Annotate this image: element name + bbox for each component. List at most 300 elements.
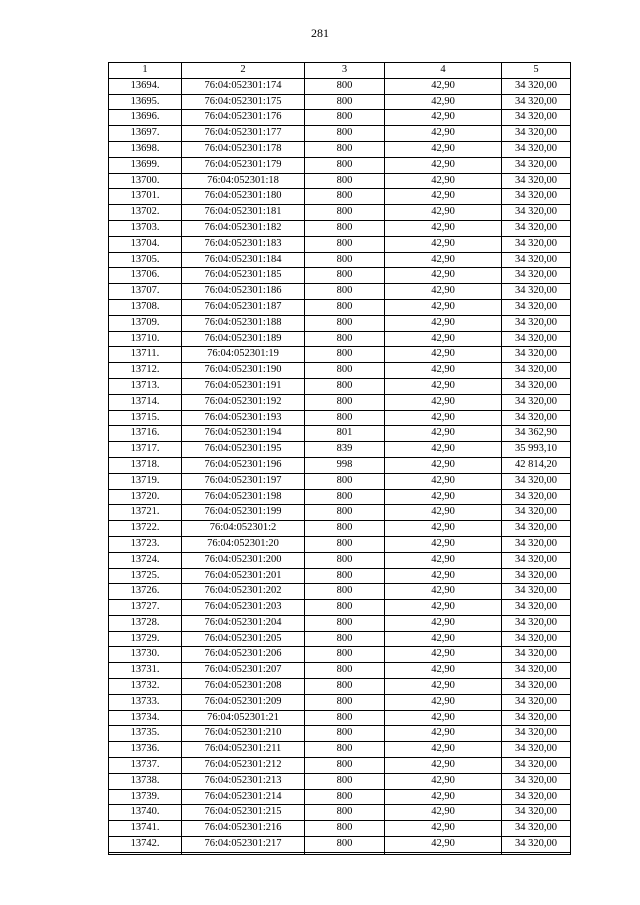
area-cell: 800 <box>305 299 385 315</box>
cadastral-number-cell: 76:04:052301:194 <box>182 426 305 442</box>
rate-cell: 42,90 <box>385 394 502 410</box>
cadastral-number-cell: 76:04:052301:208 <box>182 679 305 695</box>
rate-cell: 42,90 <box>385 821 502 837</box>
registry-table <box>108 62 571 855</box>
cadastral-number-cell: 76:04:052301:199 <box>182 505 305 521</box>
table-body <box>109 78 571 854</box>
cadastral-number-cell: 76:04:052301:196 <box>182 457 305 473</box>
area-cell: 800 <box>305 694 385 710</box>
rate-cell: 42,90 <box>385 679 502 695</box>
cadastral-number-cell: 76:04:052301:180 <box>182 189 305 205</box>
spacer-cell <box>182 852 305 854</box>
cadastral-number-cell: 76:04:052301:2 <box>182 521 305 537</box>
cadastral-number-cell: 76:04:052301:210 <box>182 726 305 742</box>
table-row <box>109 268 571 284</box>
value-cell: 34 320,00 <box>502 821 571 837</box>
rate-cell: 42,90 <box>385 378 502 394</box>
rate-cell: 42,90 <box>385 331 502 347</box>
cadastral-number-cell: 76:04:052301:206 <box>182 647 305 663</box>
value-cell: 34 320,00 <box>502 647 571 663</box>
area-cell: 800 <box>305 536 385 552</box>
cadastral-number-cell: 76:04:052301:184 <box>182 252 305 268</box>
cadastral-number-cell: 76:04:052301:174 <box>182 78 305 94</box>
value-cell: 34 320,00 <box>502 268 571 284</box>
table-row <box>109 584 571 600</box>
table-row <box>109 363 571 379</box>
area-cell: 800 <box>305 252 385 268</box>
area-cell: 800 <box>305 78 385 94</box>
cadastral-number-cell: 76:04:052301:207 <box>182 663 305 679</box>
value-cell: 34 320,00 <box>502 347 571 363</box>
area-cell: 800 <box>305 521 385 537</box>
rate-cell: 42,90 <box>385 157 502 173</box>
table-row <box>109 347 571 363</box>
cadastral-number-cell: 76:04:052301:195 <box>182 442 305 458</box>
value-cell: 34 320,00 <box>502 252 571 268</box>
row-number-cell: 13726. <box>109 584 182 600</box>
area-cell: 800 <box>305 631 385 647</box>
cadastral-number-cell: 76:04:052301:178 <box>182 141 305 157</box>
rate-cell: 42,90 <box>385 141 502 157</box>
table-row <box>109 426 571 442</box>
area-cell: 800 <box>305 647 385 663</box>
row-number-cell: 13703. <box>109 220 182 236</box>
table-row <box>109 694 571 710</box>
header-row <box>109 63 571 79</box>
table-row <box>109 236 571 252</box>
table-row <box>109 220 571 236</box>
area-cell: 800 <box>305 110 385 126</box>
row-number-cell: 13705. <box>109 252 182 268</box>
value-cell: 34 320,00 <box>502 110 571 126</box>
table-row <box>109 742 571 758</box>
row-number-cell: 13697. <box>109 126 182 142</box>
cadastral-number-cell: 76:04:052301:188 <box>182 315 305 331</box>
cadastral-number-cell: 76:04:052301:203 <box>182 600 305 616</box>
row-number-cell: 13731. <box>109 663 182 679</box>
cadastral-number-cell: 76:04:052301:175 <box>182 94 305 110</box>
rate-cell: 42,90 <box>385 410 502 426</box>
row-number-cell: 13706. <box>109 268 182 284</box>
row-number-cell: 13717. <box>109 442 182 458</box>
area-cell: 800 <box>305 173 385 189</box>
value-cell: 34 320,00 <box>502 205 571 221</box>
table-row <box>109 663 571 679</box>
row-number-cell: 13712. <box>109 363 182 379</box>
cadastral-number-cell: 76:04:052301:190 <box>182 363 305 379</box>
row-number-cell: 13716. <box>109 426 182 442</box>
value-cell: 34 362,90 <box>502 426 571 442</box>
row-number-cell: 13710. <box>109 331 182 347</box>
area-cell: 800 <box>305 363 385 379</box>
row-number-cell: 13721. <box>109 505 182 521</box>
spacer-cell <box>109 852 182 854</box>
area-cell: 800 <box>305 94 385 110</box>
table-row <box>109 173 571 189</box>
row-number-cell: 13740. <box>109 805 182 821</box>
area-cell: 800 <box>305 141 385 157</box>
rate-cell: 42,90 <box>385 442 502 458</box>
area-cell: 801 <box>305 426 385 442</box>
value-cell: 34 320,00 <box>502 220 571 236</box>
value-cell: 34 320,00 <box>502 758 571 774</box>
value-cell: 34 320,00 <box>502 299 571 315</box>
spacer-cell <box>305 852 385 854</box>
rate-cell: 42,90 <box>385 189 502 205</box>
area-cell: 800 <box>305 742 385 758</box>
rate-cell: 42,90 <box>385 631 502 647</box>
cadastral-number-cell: 76:04:052301:191 <box>182 378 305 394</box>
cadastral-number-cell: 76:04:052301:186 <box>182 284 305 300</box>
cadastral-number-cell: 76:04:052301:213 <box>182 773 305 789</box>
area-cell: 800 <box>305 473 385 489</box>
row-number-cell: 13734. <box>109 710 182 726</box>
value-cell: 34 320,00 <box>502 78 571 94</box>
row-number-cell: 13719. <box>109 473 182 489</box>
rate-cell: 42,90 <box>385 647 502 663</box>
cadastral-number-cell: 76:04:052301:185 <box>182 268 305 284</box>
rate-cell: 42,90 <box>385 805 502 821</box>
rate-cell: 42,90 <box>385 600 502 616</box>
rate-cell: 42,90 <box>385 236 502 252</box>
area-cell: 800 <box>305 758 385 774</box>
area-cell: 800 <box>305 378 385 394</box>
rate-cell: 42,90 <box>385 126 502 142</box>
value-cell: 34 320,00 <box>502 837 571 853</box>
area-cell: 800 <box>305 315 385 331</box>
rate-cell: 42,90 <box>385 94 502 110</box>
table-row <box>109 521 571 537</box>
area-cell: 800 <box>305 268 385 284</box>
row-number-cell: 13694. <box>109 78 182 94</box>
cadastral-number-cell: 76:04:052301:212 <box>182 758 305 774</box>
row-number-cell: 13704. <box>109 236 182 252</box>
value-cell: 34 320,00 <box>502 284 571 300</box>
row-number-cell: 13723. <box>109 536 182 552</box>
row-number-cell: 13707. <box>109 284 182 300</box>
value-cell: 34 320,00 <box>502 363 571 379</box>
table-row <box>109 110 571 126</box>
spacer-cell <box>385 852 502 854</box>
area-cell: 800 <box>305 805 385 821</box>
value-cell: 34 320,00 <box>502 615 571 631</box>
cadastral-number-cell: 76:04:052301:215 <box>182 805 305 821</box>
rate-cell: 42,90 <box>385 473 502 489</box>
rate-cell: 42,90 <box>385 584 502 600</box>
row-number-cell: 13729. <box>109 631 182 647</box>
row-number-cell: 13714. <box>109 394 182 410</box>
rate-cell: 42,90 <box>385 694 502 710</box>
value-cell: 34 320,00 <box>502 505 571 521</box>
value-cell: 34 320,00 <box>502 521 571 537</box>
row-number-cell: 13701. <box>109 189 182 205</box>
area-cell: 800 <box>305 552 385 568</box>
row-number-cell: 13735. <box>109 726 182 742</box>
value-cell: 34 320,00 <box>502 126 571 142</box>
column-header-2: 2 <box>182 63 305 79</box>
row-number-cell: 13699. <box>109 157 182 173</box>
value-cell: 34 320,00 <box>502 742 571 758</box>
cadastral-number-cell: 76:04:052301:198 <box>182 489 305 505</box>
table-row <box>109 805 571 821</box>
table-row <box>109 457 571 473</box>
rate-cell: 42,90 <box>385 268 502 284</box>
area-cell: 800 <box>305 236 385 252</box>
area-cell: 800 <box>305 710 385 726</box>
cadastral-number-cell: 76:04:052301:202 <box>182 584 305 600</box>
cadastral-number-cell: 76:04:052301:192 <box>182 394 305 410</box>
area-cell: 800 <box>305 347 385 363</box>
rate-cell: 42,90 <box>385 110 502 126</box>
value-cell: 34 320,00 <box>502 315 571 331</box>
row-number-cell: 13724. <box>109 552 182 568</box>
value-cell: 34 320,00 <box>502 410 571 426</box>
table-row <box>109 726 571 742</box>
table-row <box>109 773 571 789</box>
value-cell: 34 320,00 <box>502 378 571 394</box>
cadastral-number-cell: 76:04:052301:18 <box>182 173 305 189</box>
cadastral-number-cell: 76:04:052301:197 <box>182 473 305 489</box>
table-row <box>109 473 571 489</box>
cadastral-number-cell: 76:04:052301:177 <box>182 126 305 142</box>
row-number-cell: 13718. <box>109 457 182 473</box>
row-number-cell: 13738. <box>109 773 182 789</box>
value-cell: 34 320,00 <box>502 236 571 252</box>
table-row <box>109 552 571 568</box>
rate-cell: 42,90 <box>385 173 502 189</box>
area-cell: 800 <box>305 773 385 789</box>
table-row <box>109 631 571 647</box>
cadastral-number-cell: 76:04:052301:187 <box>182 299 305 315</box>
column-header-5: 5 <box>502 63 571 79</box>
value-cell: 34 320,00 <box>502 536 571 552</box>
value-cell: 34 320,00 <box>502 584 571 600</box>
value-cell: 34 320,00 <box>502 679 571 695</box>
table-row <box>109 252 571 268</box>
value-cell: 34 320,00 <box>502 663 571 679</box>
value-cell: 34 320,00 <box>502 600 571 616</box>
value-cell: 34 320,00 <box>502 473 571 489</box>
table-row <box>109 141 571 157</box>
value-cell: 34 320,00 <box>502 773 571 789</box>
row-number-cell: 13741. <box>109 821 182 837</box>
rate-cell: 42,90 <box>385 663 502 679</box>
row-number-cell: 13739. <box>109 789 182 805</box>
table-row <box>109 126 571 142</box>
cadastral-number-cell: 76:04:052301:181 <box>182 205 305 221</box>
rate-cell: 42,90 <box>385 299 502 315</box>
area-cell: 800 <box>305 837 385 853</box>
rate-cell: 42,90 <box>385 789 502 805</box>
area-cell: 800 <box>305 284 385 300</box>
cadastral-number-cell: 76:04:052301:201 <box>182 568 305 584</box>
area-cell: 800 <box>305 615 385 631</box>
value-cell: 42 814,20 <box>502 457 571 473</box>
cadastral-number-cell: 76:04:052301:21 <box>182 710 305 726</box>
area-cell: 998 <box>305 457 385 473</box>
area-cell: 800 <box>305 489 385 505</box>
row-number-cell: 13708. <box>109 299 182 315</box>
rate-cell: 42,90 <box>385 773 502 789</box>
row-number-cell: 13725. <box>109 568 182 584</box>
value-cell: 34 320,00 <box>502 631 571 647</box>
area-cell: 800 <box>305 505 385 521</box>
value-cell: 34 320,00 <box>502 331 571 347</box>
cadastral-number-cell: 76:04:052301:217 <box>182 837 305 853</box>
column-header-3: 3 <box>305 63 385 79</box>
row-number-cell: 13732. <box>109 679 182 695</box>
rate-cell: 42,90 <box>385 347 502 363</box>
table-row <box>109 821 571 837</box>
cadastral-number-cell: 76:04:052301:19 <box>182 347 305 363</box>
table-header <box>109 63 571 79</box>
spacer-cell <box>502 852 571 854</box>
table-row <box>109 78 571 94</box>
row-number-cell: 13698. <box>109 141 182 157</box>
value-cell: 34 320,00 <box>502 173 571 189</box>
rate-cell: 42,90 <box>385 742 502 758</box>
table-row <box>109 758 571 774</box>
area-cell: 800 <box>305 726 385 742</box>
value-cell: 34 320,00 <box>502 694 571 710</box>
value-cell: 34 320,00 <box>502 157 571 173</box>
rate-cell: 42,90 <box>385 505 502 521</box>
area-cell: 800 <box>305 679 385 695</box>
rate-cell: 42,90 <box>385 220 502 236</box>
area-cell: 800 <box>305 789 385 805</box>
value-cell: 34 320,00 <box>502 805 571 821</box>
table-row <box>109 442 571 458</box>
area-cell: 800 <box>305 157 385 173</box>
rate-cell: 42,90 <box>385 726 502 742</box>
value-cell: 34 320,00 <box>502 552 571 568</box>
table-row <box>109 94 571 110</box>
row-number-cell: 13696. <box>109 110 182 126</box>
row-number-cell: 13736. <box>109 742 182 758</box>
row-number-cell: 13700. <box>109 173 182 189</box>
row-number-cell: 13715. <box>109 410 182 426</box>
rate-cell: 42,90 <box>385 710 502 726</box>
value-cell: 34 320,00 <box>502 489 571 505</box>
rate-cell: 42,90 <box>385 615 502 631</box>
cadastral-number-cell: 76:04:052301:189 <box>182 331 305 347</box>
table-row <box>109 331 571 347</box>
area-cell: 800 <box>305 663 385 679</box>
table-row <box>109 679 571 695</box>
cadastral-number-cell: 76:04:052301:182 <box>182 220 305 236</box>
cadastral-number-cell: 76:04:052301:211 <box>182 742 305 758</box>
rate-cell: 42,90 <box>385 426 502 442</box>
row-number-cell: 13727. <box>109 600 182 616</box>
area-cell: 800 <box>305 584 385 600</box>
rate-cell: 42,90 <box>385 78 502 94</box>
table-row <box>109 710 571 726</box>
table-row <box>109 505 571 521</box>
rate-cell: 42,90 <box>385 758 502 774</box>
rate-cell: 42,90 <box>385 205 502 221</box>
cadastral-number-cell: 76:04:052301:204 <box>182 615 305 631</box>
table-bottom-spacer <box>109 852 571 854</box>
row-number-cell: 13728. <box>109 615 182 631</box>
area-cell: 800 <box>305 410 385 426</box>
area-cell: 800 <box>305 821 385 837</box>
cadastral-number-cell: 76:04:052301:205 <box>182 631 305 647</box>
row-number-cell: 13742. <box>109 837 182 853</box>
cadastral-number-cell: 76:04:052301:176 <box>182 110 305 126</box>
table-row <box>109 837 571 853</box>
row-number-cell: 13711. <box>109 347 182 363</box>
row-number-cell: 13722. <box>109 521 182 537</box>
rate-cell: 42,90 <box>385 552 502 568</box>
value-cell: 34 320,00 <box>502 568 571 584</box>
area-cell: 800 <box>305 568 385 584</box>
table-row <box>109 647 571 663</box>
column-header-1: 1 <box>109 63 182 79</box>
table-row <box>109 157 571 173</box>
table-row <box>109 189 571 205</box>
table-row <box>109 410 571 426</box>
value-cell: 34 320,00 <box>502 189 571 205</box>
value-cell: 35 993,10 <box>502 442 571 458</box>
value-cell: 34 320,00 <box>502 789 571 805</box>
table-row <box>109 536 571 552</box>
row-number-cell: 13695. <box>109 94 182 110</box>
cadastral-number-cell: 76:04:052301:209 <box>182 694 305 710</box>
value-cell: 34 320,00 <box>502 710 571 726</box>
table-row <box>109 394 571 410</box>
table-row <box>109 489 571 505</box>
table-row <box>109 205 571 221</box>
rate-cell: 42,90 <box>385 284 502 300</box>
row-number-cell: 13713. <box>109 378 182 394</box>
area-cell: 800 <box>305 394 385 410</box>
cadastral-number-cell: 76:04:052301:216 <box>182 821 305 837</box>
cadastral-number-cell: 76:04:052301:20 <box>182 536 305 552</box>
cadastral-number-cell: 76:04:052301:179 <box>182 157 305 173</box>
area-cell: 800 <box>305 600 385 616</box>
area-cell: 839 <box>305 442 385 458</box>
row-number-cell: 13702. <box>109 205 182 221</box>
column-header-4: 4 <box>385 63 502 79</box>
table-row <box>109 378 571 394</box>
rate-cell: 42,90 <box>385 315 502 331</box>
cadastral-number-cell: 76:04:052301:200 <box>182 552 305 568</box>
row-number-cell: 13733. <box>109 694 182 710</box>
table-row <box>109 789 571 805</box>
area-cell: 800 <box>305 331 385 347</box>
rate-cell: 42,90 <box>385 252 502 268</box>
area-cell: 800 <box>305 220 385 236</box>
rate-cell: 42,90 <box>385 363 502 379</box>
table-row <box>109 299 571 315</box>
rate-cell: 42,90 <box>385 568 502 584</box>
table-row <box>109 615 571 631</box>
page-number: 281 <box>311 26 329 40</box>
cadastral-number-cell: 76:04:052301:214 <box>182 789 305 805</box>
rate-cell: 42,90 <box>385 837 502 853</box>
value-cell: 34 320,00 <box>502 394 571 410</box>
value-cell: 34 320,00 <box>502 94 571 110</box>
area-cell: 800 <box>305 189 385 205</box>
area-cell: 800 <box>305 205 385 221</box>
cadastral-number-cell: 76:04:052301:183 <box>182 236 305 252</box>
table-row <box>109 284 571 300</box>
row-number-cell: 13720. <box>109 489 182 505</box>
rate-cell: 42,90 <box>385 536 502 552</box>
table-row <box>109 568 571 584</box>
value-cell: 34 320,00 <box>502 141 571 157</box>
value-cell: 34 320,00 <box>502 726 571 742</box>
